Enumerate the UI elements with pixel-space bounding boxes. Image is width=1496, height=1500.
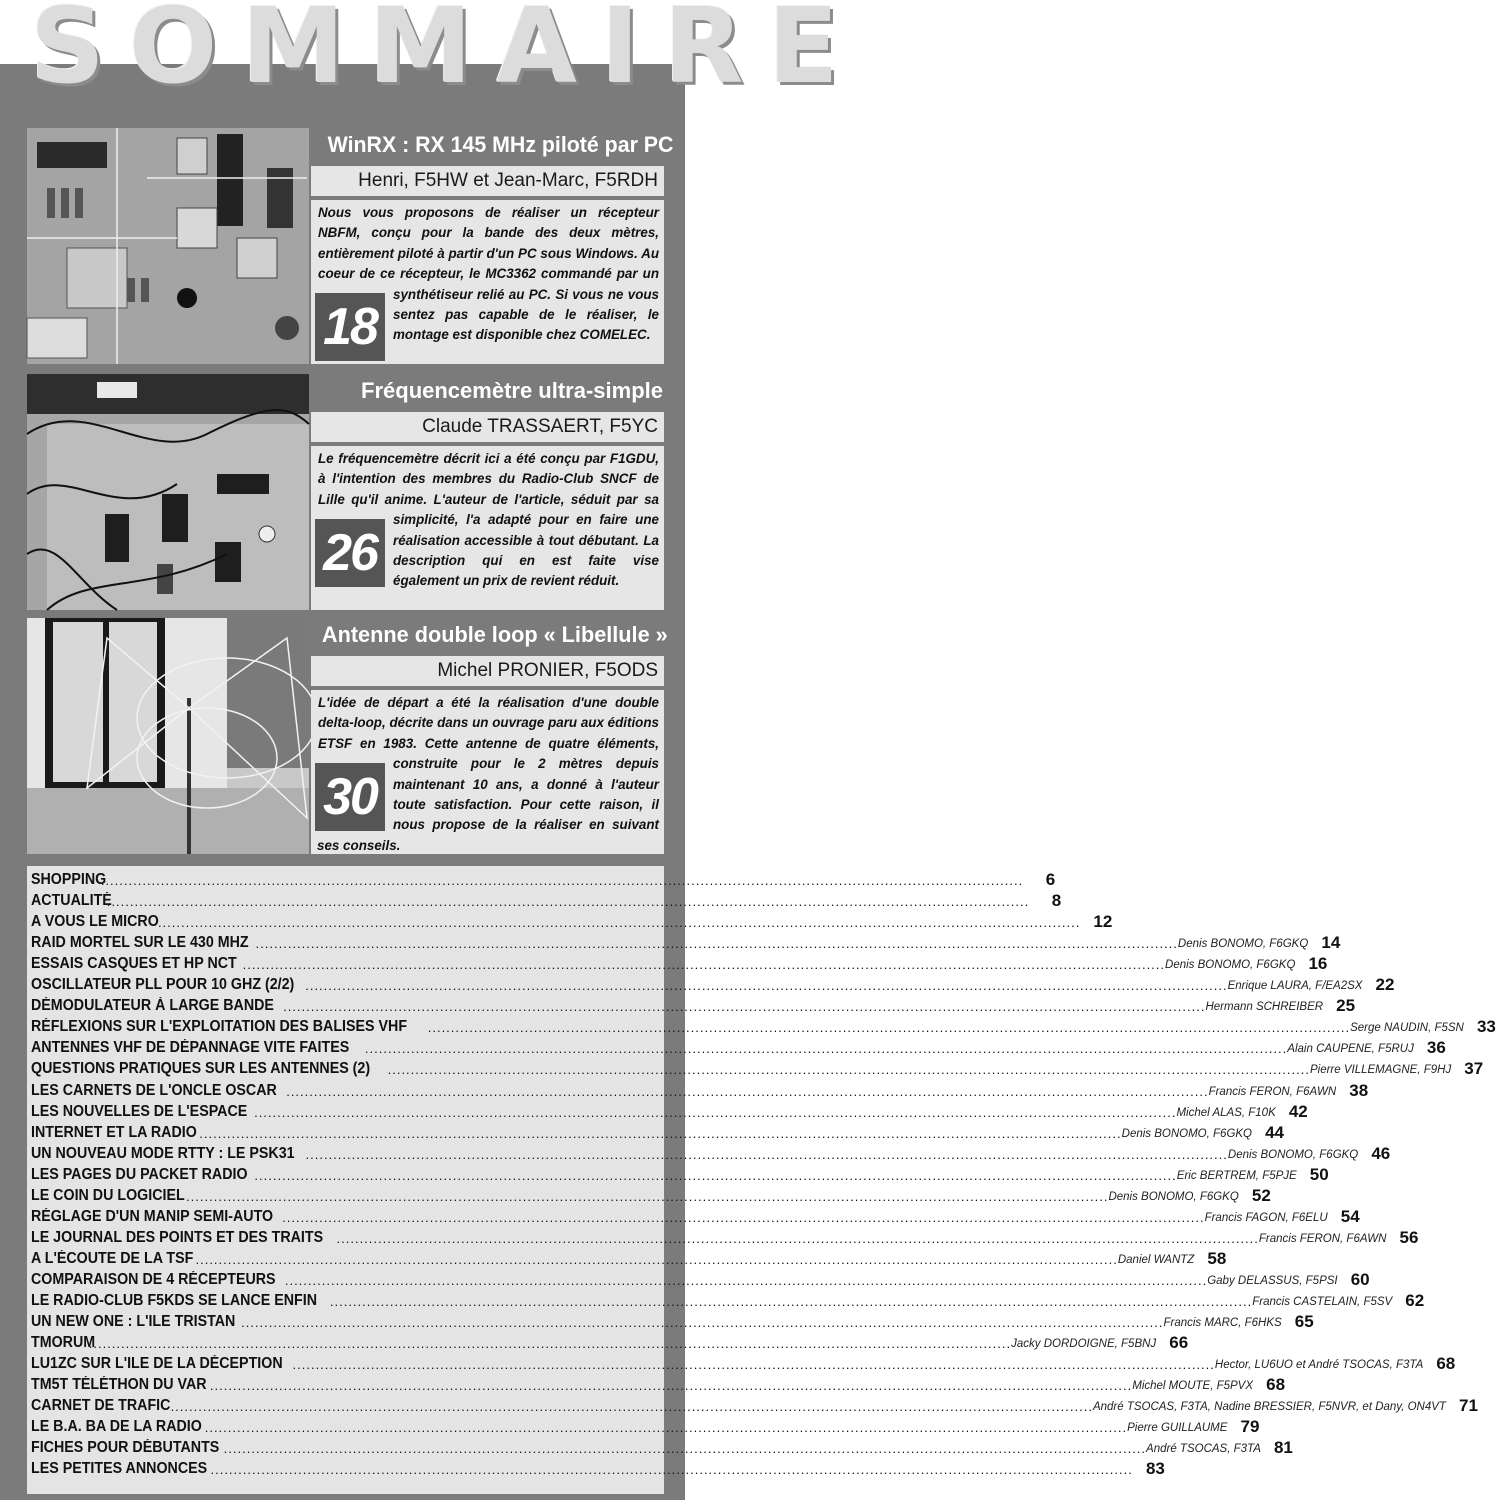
- toc-entry-page: 66: [1169, 1333, 1189, 1353]
- page-number-badge: 26: [315, 519, 385, 587]
- toc-entry-title: DÉMODULATEUR À LARGE BANDE: [31, 997, 274, 1015]
- toc-entry-author: Pierre GUILLAUME: [1127, 1422, 1228, 1435]
- article-antenne-libellule[interactable]: [27, 618, 668, 854]
- toc-leader-dots: ........................................................................................................................................................................................................: [204, 1420, 1128, 1436]
- toc-entry-title: ESSAIS CASQUES ET HP NCT: [31, 955, 237, 973]
- toc-entry-title: COMPARAISON DE 4 RÉCEPTEURS: [31, 1270, 276, 1288]
- toc-entry[interactable]: [31, 1058, 1484, 1079]
- toc-entry-title: OSCILLATEUR PLL POUR 10 GHZ (2/2): [31, 976, 295, 994]
- toc-entry-author: Michel MOUTE, F5PVX: [1132, 1380, 1254, 1393]
- toc-entry-author: Hector, LU6UO et André TSOCAS, F3TA: [1214, 1359, 1424, 1372]
- toc-entry-page: 56: [1399, 1227, 1419, 1247]
- circuit-board-photo: [27, 128, 309, 364]
- toc-entry[interactable]: [31, 1206, 1360, 1226]
- toc-entry-author: Francis CASTELAIN, F5SV: [1252, 1296, 1393, 1308]
- toc-entry-author: Francis FERON, F6AWN: [1258, 1232, 1387, 1245]
- toc-entry-title: FICHES POUR DÉBUTANTS: [31, 1439, 220, 1457]
- page-number-badge: 18: [315, 293, 385, 361]
- toc-leader-dots: ........................................................................................................................................................................................................: [283, 999, 1206, 1015]
- toc-entry[interactable]: [31, 869, 1056, 889]
- toc-entry[interactable]: [31, 1164, 1329, 1184]
- toc-entry[interactable]: [31, 1269, 1370, 1289]
- toc-entry-page: 33: [1476, 1017, 1496, 1037]
- circuit-board-photo: [27, 374, 309, 610]
- toc-entry-title: QUESTIONS PRATIQUES SUR LES ANTENNES (2): [31, 1060, 371, 1078]
- toc-leader-dots: ........................................................................................................................................................................................................: [241, 1315, 1164, 1331]
- toc-entry-title: LE COIN DU LOGICIEL: [31, 1186, 185, 1204]
- page-title: [0, 0, 863, 107]
- toc-leader-dots: ........................................................................................................................................................................................................: [100, 873, 1024, 888]
- toc-entry-page: 14: [1321, 933, 1341, 953]
- toc-entry-author: Denis BONOMO, F6GKQ: [1227, 1148, 1359, 1161]
- toc-entry-page: 62: [1405, 1291, 1425, 1310]
- toc-entry-title: ACTUALITÉ: [31, 892, 112, 910]
- article-author: Henri, F5HW et Jean-Marc, F5RDH: [311, 166, 664, 196]
- toc-entry[interactable]: [31, 1185, 1271, 1205]
- toc-entry[interactable]: [31, 932, 1341, 953]
- toc-entry[interactable]: [31, 1374, 1286, 1395]
- toc-entry[interactable]: [31, 890, 1062, 911]
- toc-leader-dots: ........................................................................................................................................................................................................: [387, 1062, 1310, 1078]
- toc-entry-page: 54: [1340, 1206, 1360, 1226]
- toc-entry-page: 52: [1251, 1185, 1271, 1205]
- toc-entry-author: Denis BONOMO, F6GKQ: [1108, 1190, 1239, 1203]
- toc-entry-page: 68: [1436, 1354, 1456, 1374]
- toc-entry[interactable]: [31, 995, 1356, 1016]
- toc-entry-author: Eric BERTREM, F5PJE: [1176, 1169, 1297, 1182]
- toc-entry-page: 81: [1273, 1438, 1293, 1458]
- toc-leader-dots: ........................................................................................................................................................................................................: [195, 1251, 1118, 1267]
- toc-entry-page: 36: [1426, 1038, 1446, 1058]
- article-title: Antenne double loop « Libellule »: [321, 622, 668, 647]
- toc-leader-dots: ........................................................................................................................................................................................................: [210, 1462, 1133, 1478]
- toc-entry-page: 60: [1350, 1269, 1370, 1289]
- toc-entry-title: RÉFLEXIONS SUR L'EXPLOITATION DES BALISES VHF: [31, 1018, 408, 1036]
- toc-entry-title: TM5T TÉLÉTHON DU VAR: [31, 1376, 207, 1394]
- toc-entry-author: Jacky DORDOIGNE, F5BNJ: [1011, 1338, 1157, 1351]
- toc-entry-title: UN NOUVEAU MODE RTTY : LE PSK31: [31, 1144, 295, 1162]
- toc-leader-dots: ........................................................................................................................................................................................................: [329, 1294, 1253, 1309]
- toc-entry-title: ANTENNES VHF DE DÉPANNAGE VITE FAITES: [31, 1039, 350, 1057]
- article-summary: [311, 690, 664, 854]
- article-summary: [311, 200, 664, 364]
- toc-leader-dots: ........................................................................................................................................................................................................: [254, 1104, 1177, 1120]
- toc-entry-title: LE RADIO-CLUB F5KDS SE LANCE ENFIN: [31, 1292, 318, 1309]
- toc-leader-dots: ........................................................................................................................................................................................................: [336, 1230, 1259, 1246]
- toc-entry[interactable]: [31, 1101, 1308, 1121]
- toc-entry[interactable]: [31, 1080, 1369, 1100]
- toc-entry-author: Alain CAUPENE, F5RUJ: [1287, 1043, 1414, 1056]
- toc-entry-page: 46: [1371, 1143, 1391, 1163]
- toc-entry-author: Hermann SCHREIBER: [1205, 1001, 1324, 1014]
- toc-leader-dots: ........................................................................................................................................................................................................: [305, 1146, 1228, 1162]
- toc-entry-author: André TSOCAS, F3TA: [1146, 1443, 1261, 1456]
- toc-leader-dots: ........................................................................................................................................................................................................: [292, 1357, 1215, 1373]
- toc-leader-dots: ........................................................................................................................................................................................................: [364, 1041, 1288, 1057]
- toc-entry-page: 68: [1266, 1375, 1286, 1395]
- toc-entry-page: 37: [1464, 1059, 1484, 1079]
- article-author: Claude TRASSAERT, F5YC: [311, 412, 664, 442]
- toc-entry-page: 8: [1051, 891, 1062, 911]
- toc-entry-author: Denis BONOMO, F6GKQ: [1165, 959, 1296, 972]
- toc-entry-title: SHOPPING: [31, 871, 107, 888]
- toc-entry-title: LU1ZC SUR L'ILE DE LA DÉCEPTION: [31, 1355, 283, 1373]
- toc-entry-title: LES PETITES ANNONCES: [31, 1460, 208, 1478]
- toc-entry[interactable]: [31, 1143, 1391, 1163]
- toc-entry[interactable]: [31, 1395, 1478, 1416]
- article-title: WinRX : RX 145 MHz piloté par PC: [327, 132, 674, 157]
- toc-entry-page: 44: [1265, 1122, 1284, 1142]
- article-summary-text: Le fréquencemètre décrit ici a été conçu par F1GDU, à l'intention des membres du Radio-Club SNCF de Lille qu'il anime. L'auteur de l'article, séduit par sa simplicité, l'a adapté pour en faire une réalisation accessible à tout débutant. La description qui en est faite vise également un prix de revient réduit.: [318, 451, 659, 589]
- article-summary-text: L'idée de départ a été la réalisation d'une double delta-loop, décrite dans un ouvrage paru aux éditions ETSF en 1983. Cette antenne de quatre éléments, construite pour le 2 mètres depuis maintenant 10 ans, a donné à l'auteur toute satisfaction. Pour cette raison, il nous propose de la réaliser en suivant ses conseils.: [317, 695, 659, 853]
- toc-entry-title: LES PAGES DU PACKET RADIO: [31, 1165, 248, 1183]
- toc-leader-dots: ........................................................................................................................................................................................................: [209, 1378, 1133, 1394]
- toc-entry-title: LE B.A. BA DE LA RADIO: [31, 1418, 202, 1436]
- toc-entry-author: Francis MARC, F6HKS: [1163, 1317, 1282, 1330]
- toc-entry[interactable]: [31, 1458, 1165, 1479]
- article-title: Fréquencemètre ultra-simple: [361, 378, 663, 403]
- toc-entry[interactable]: [31, 1290, 1425, 1310]
- toc-leader-dots: ........................................................................................................................................................................................................: [305, 978, 1228, 994]
- toc-entry-title: LES CARNETS DE L'ONCLE OSCAR: [31, 1081, 277, 1099]
- toc-entry-title: TMORUM: [31, 1334, 96, 1352]
- toc-entry-author: Enrique LAURA, F/EA2SX: [1227, 980, 1363, 993]
- toc-entry[interactable]: [31, 1437, 1293, 1458]
- article-summary: [311, 446, 664, 610]
- toc-entry[interactable]: [31, 911, 1113, 932]
- toc-entry-author: Francis FERON, F6AWN: [1208, 1085, 1337, 1098]
- toc-entry-page: 16: [1308, 954, 1328, 974]
- toc-entry[interactable]: [31, 1416, 1260, 1437]
- toc-entry[interactable]: [31, 1332, 1189, 1353]
- toc-entry-author: Gaby DELASSUS, F5PSI: [1207, 1274, 1338, 1287]
- toc-entry-title: INTERNET ET LA RADIO: [31, 1123, 197, 1141]
- toc-entry-author: Daniel WANTZ: [1117, 1253, 1195, 1266]
- toc-entry-page: 6: [1045, 870, 1056, 889]
- toc-entry[interactable]: [31, 1311, 1314, 1332]
- toc-entry[interactable]: [31, 1248, 1227, 1268]
- toc-entry-page: 38: [1349, 1080, 1369, 1100]
- toc-entry-author: Serge NAUDIN, F5SN: [1350, 1022, 1464, 1035]
- toc-entry-author: Denis BONOMO, F6GKQ: [1177, 938, 1309, 951]
- article-winrx[interactable]: [27, 128, 674, 364]
- toc-leader-dots: ........................................................................................................................................................................................................: [88, 1336, 1012, 1352]
- toc-entry-page: 12: [1093, 912, 1113, 932]
- page-number-badge: 30: [315, 763, 385, 831]
- toc-entry[interactable]: [31, 1227, 1419, 1247]
- toc-entry-page: 25: [1336, 996, 1356, 1016]
- toc-entry-author: Francis FAGON, F6ELU: [1204, 1211, 1328, 1224]
- toc-entry-page: 58: [1207, 1248, 1227, 1268]
- toc-entry[interactable]: [31, 974, 1395, 995]
- toc-entry[interactable]: [31, 1016, 1496, 1037]
- toc-entry-title: CARNET DE TRAFIC: [31, 1397, 171, 1415]
- toc-entry-page: 42: [1288, 1101, 1308, 1121]
- toc-leader-dots: ........................................................................................................................................................................................................: [427, 1020, 1351, 1036]
- toc-entry-title: A L'ÉCOUTE DE LA TSF: [31, 1249, 194, 1267]
- toc-leader-dots: ........................................................................................................................................................................................................: [282, 1209, 1205, 1225]
- toc-leader-dots: ........................................................................................................................................................................................................: [223, 1441, 1147, 1457]
- toc-entry-page: 83: [1145, 1459, 1165, 1479]
- toc-leader-dots: ........................................................................................................................................................................................................: [286, 1083, 1209, 1099]
- toc-entry-author: Denis BONOMO, F6GKQ: [1121, 1127, 1252, 1140]
- toc-entry-title: RÉGLAGE D'UN MANIP SEMI-AUTO: [31, 1207, 274, 1225]
- toc-entry-title: A VOUS LE MICRO: [31, 913, 159, 931]
- toc-entry-author: Pierre VILLEMAGNE, F9HJ: [1309, 1064, 1452, 1077]
- toc-leader-dots: ........................................................................................................................................................................................................: [186, 1188, 1109, 1204]
- table-of-contents: [27, 866, 1496, 1494]
- article-author: Michel PRONIER, F5ODS: [311, 656, 664, 686]
- toc-entry-page: 71: [1459, 1396, 1478, 1416]
- toc-leader-dots: ........................................................................................................................................................................................................: [255, 936, 1178, 952]
- toc-leader-dots: ........................................................................................................................................................................................................: [242, 957, 1166, 973]
- toc-leader-dots: ........................................................................................................................................................................................................: [254, 1167, 1177, 1183]
- page-title-text: SOMMAIRE: [30, 0, 863, 107]
- toc-leader-dots: ........................................................................................................................................................................................................: [170, 1399, 1093, 1415]
- toc-entry-page: 65: [1294, 1312, 1314, 1332]
- toc-entry[interactable]: [31, 1037, 1446, 1058]
- toc-entry-author: André TSOCAS, F3TA, Nadine BRESSIER, F5NVR, et Dany, ON4VT: [1092, 1401, 1446, 1414]
- toc-entry-page: 50: [1309, 1164, 1329, 1184]
- toc-entry[interactable]: [31, 1122, 1284, 1142]
- article-summary-text: Nous vous proposons de réaliser un récepteur NBFM, conçu pour la bande des deux mètres, entièrement piloté à partir d'un PC sous Windows. Au coeur de ce récepteur, le MC3362 commandé par un synthétiseur relié au PC. Si vous ne vous sentez pas capable de le réaliser, le montage est disponible chez COMELEC.: [318, 205, 659, 343]
- toc-leader-dots: ........................................................................................................................................................................................................: [106, 894, 1030, 910]
- toc-entry[interactable]: [31, 953, 1328, 974]
- toc-entry-title: UN NEW ONE : L'ILE TRISTAN: [31, 1313, 236, 1331]
- toc-entry[interactable]: [31, 1353, 1456, 1374]
- toc-entry-title: RAID MORTEL SUR LE 430 MHZ: [31, 934, 249, 952]
- article-frequencemetre[interactable]: [27, 374, 664, 610]
- toc-entry-page: 22: [1375, 975, 1395, 995]
- toc-entry-page: 79: [1240, 1417, 1260, 1437]
- antenna-photo: [27, 618, 309, 854]
- toc-leader-dots: ........................................................................................................................................................................................................: [284, 1272, 1208, 1288]
- toc-leader-dots: ........................................................................................................................................................................................................: [199, 1125, 1122, 1141]
- toc-entry-author: Michel ALAS, F10K: [1176, 1106, 1276, 1119]
- toc-entry-title: LE JOURNAL DES POINTS ET DES TRAITS: [31, 1228, 324, 1246]
- toc-leader-dots: ........................................................................................................................................................................................................: [157, 915, 1081, 931]
- toc-entry-title: LES NOUVELLES DE L'ESPACE: [31, 1102, 248, 1120]
